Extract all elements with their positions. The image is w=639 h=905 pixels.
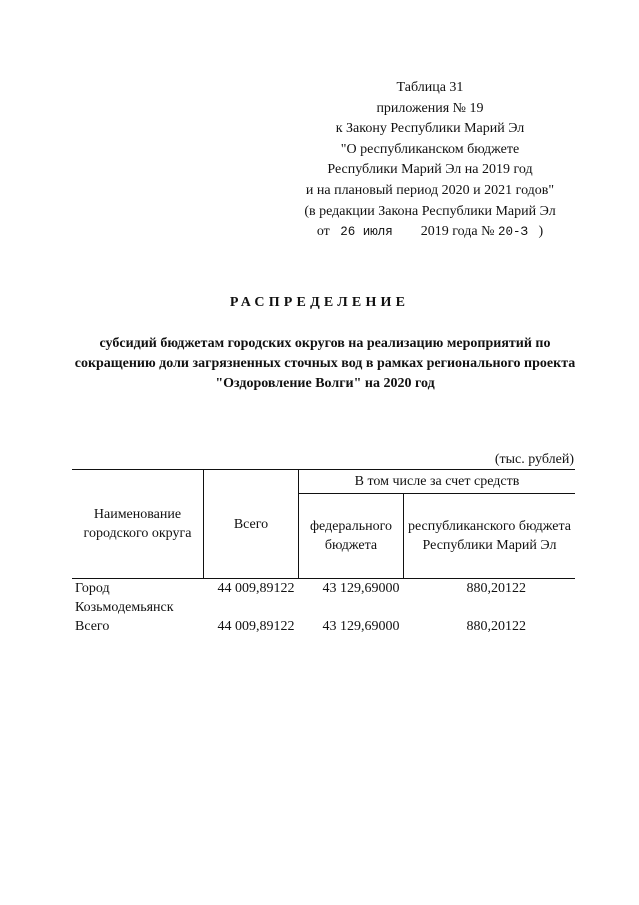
document-subtitle: субсидий бюджетам городских округов на реализацию мероприятий по сокращению доли загрязненных сточных вод в рамках регионального проекта "Оздоровление Волги" на 2020 год <box>74 336 576 391</box>
cell-federal: 43 129,69000 <box>322 581 400 596</box>
document-title: РАСПРЕДЕЛЕНИЕ <box>229 295 410 310</box>
cell-name: Всего <box>75 619 110 634</box>
col-header-republic: республиканского бюджета Республики Марий Эл <box>404 494 576 579</box>
date-day-month: 26 июля <box>340 225 393 240</box>
distribution-table <box>72 469 575 636</box>
header-line-edition: (в редакции Закона Республики Марий Эл <box>304 203 556 219</box>
cell-federal: 43 129,69000 <box>322 619 400 634</box>
col-header-including: В том числе за счет средств <box>299 470 576 494</box>
cell-total: 44 009,89122 <box>217 581 295 596</box>
header-line-law: к Закону Республики Марий Эл <box>335 121 525 137</box>
date-prefix: от <box>316 224 330 240</box>
table-row-total <box>72 617 575 636</box>
table-row <box>72 579 575 618</box>
header-line-law-title-3: и на плановый период 2020 и 2021 годов" <box>305 182 555 198</box>
units-label: (тыс. рублей) <box>494 452 574 467</box>
date-year: 2019 года № <box>420 224 495 240</box>
cell-republic: 880,20122 <box>466 581 526 596</box>
date-close: ) <box>538 224 544 240</box>
law-number: 20-З <box>497 225 528 240</box>
header-line-appendix: приложения № 19 <box>376 100 484 116</box>
header-line-date <box>280 222 580 243</box>
header-line-law-title-2: Республики Марий Эл на 2019 год <box>327 162 533 178</box>
cell-republic: 880,20122 <box>466 619 526 634</box>
col-header-total: Всего <box>204 470 299 579</box>
col-header-federal: федерального бюджета <box>299 494 404 579</box>
appendix-header <box>280 78 580 243</box>
cell-total: 44 009,89122 <box>217 619 295 634</box>
col-header-name: Наименование городского округа <box>72 470 204 579</box>
cell-name: Город Козьмодемьянск <box>75 581 174 615</box>
header-line-law-title-1: "О республиканском бюджете <box>340 141 520 157</box>
header-line-table-number: Таблица 31 <box>396 80 464 95</box>
